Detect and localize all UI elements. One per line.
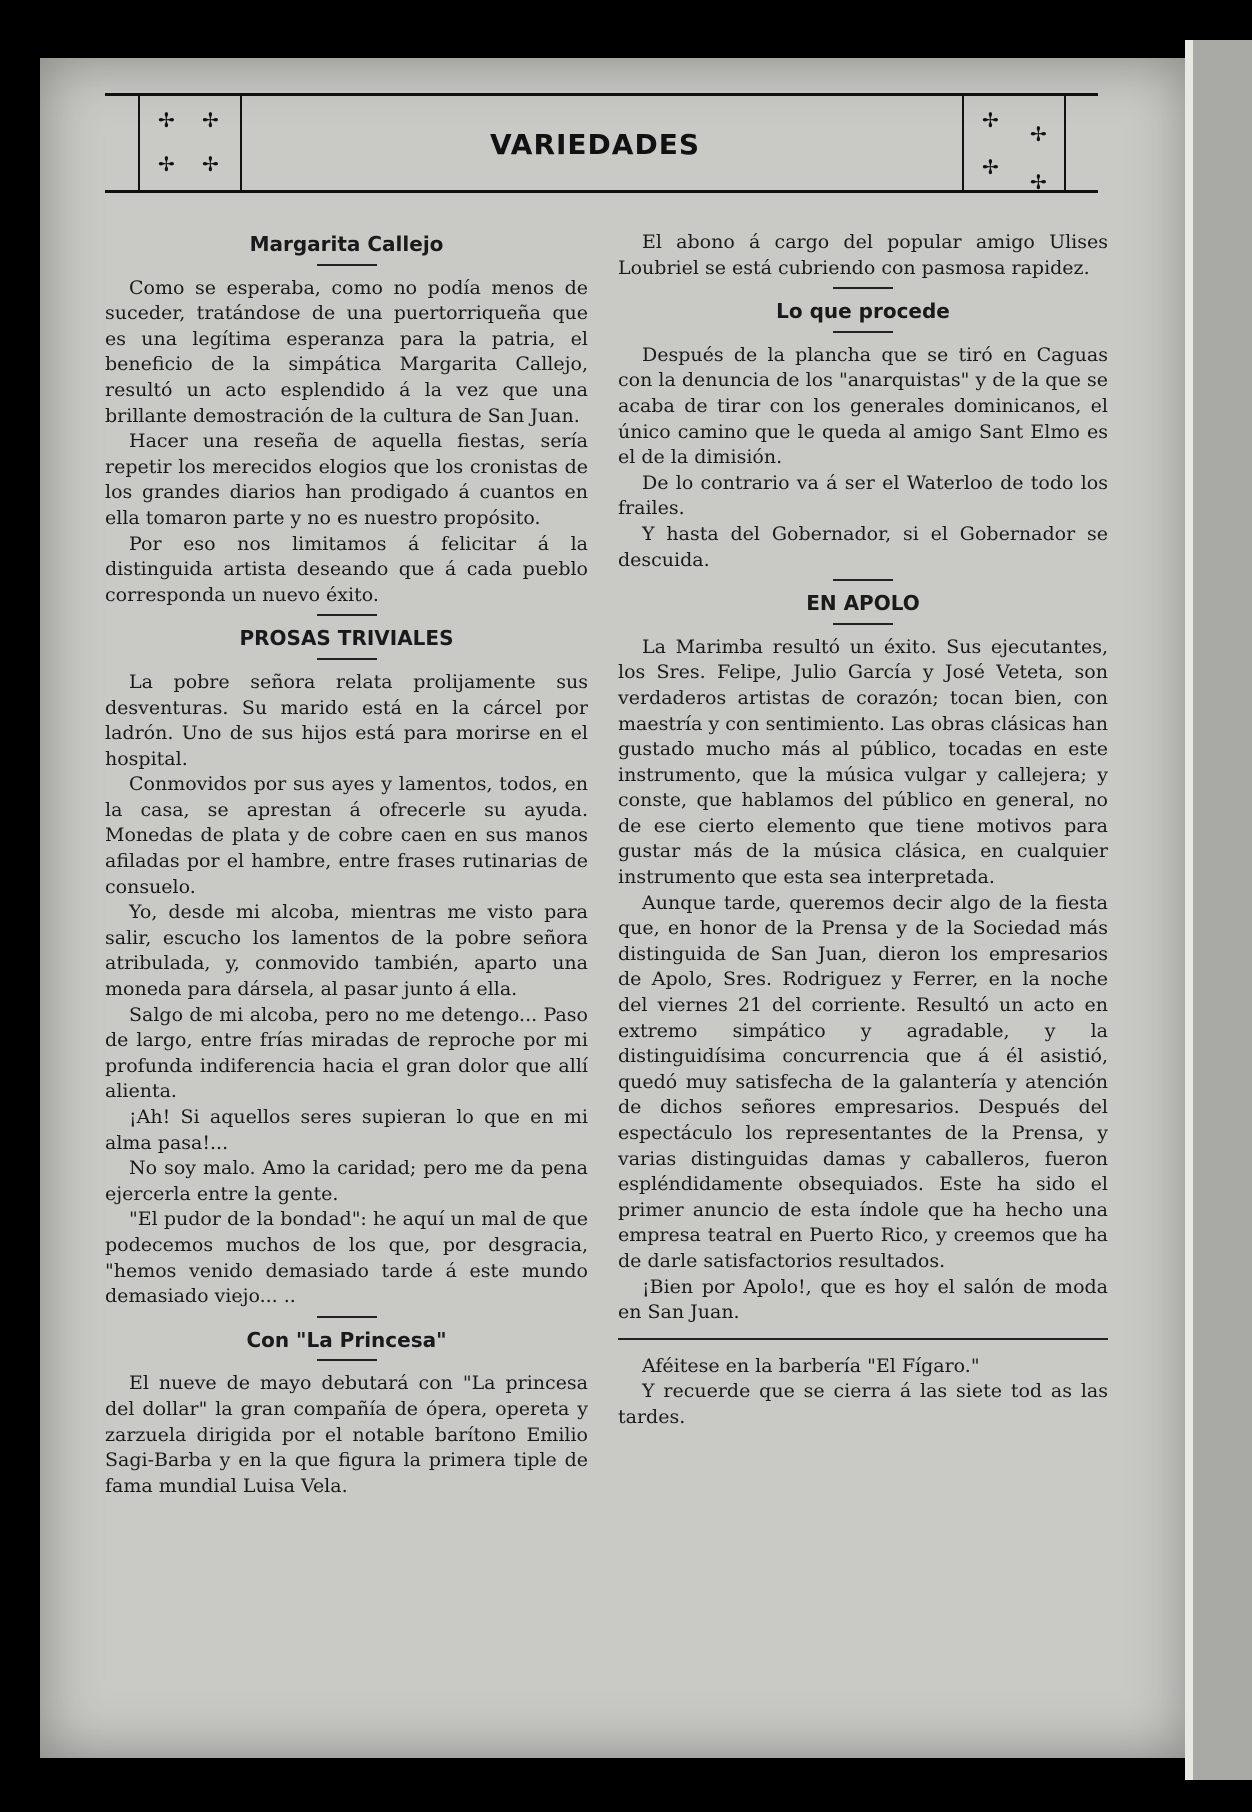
article-paragraph: ¡Bien por Apolo!, que es hoy el salón de moda en San Juan.	[618, 1275, 1108, 1324]
article-paragraph: ¡Ah! Si aquellos seres supieran lo que en mi alma pasa!...	[105, 1106, 588, 1154]
article-paragraph: Hacer una reseña de aquella fiestas, sería repetir los merecidos elogios que los cronistas de los grandes diarios han prodigado á cuantos en ella tomaron parte y no es nuestro propósito.	[105, 430, 588, 529]
header-left-ornament	[138, 96, 242, 190]
star-icon: ✢	[202, 108, 219, 132]
article-paragraph: La pobre señora relata prolijamente sus desventuras. Su marido está en la cárcel por ladrón. Uno de sus hijos está para morirse en el hospital.	[105, 670, 588, 770]
article-paragraph: Y hasta del Gobernador, si el Gobernador se descuida.	[618, 522, 1108, 571]
article-paragraph: Conmovidos por sus ayes y lamentos, todos, en la casa, se aprestan á ofrecerle su ayuda. Monedas de plata y de cobre caen en sus manos afiladas por el hambre, entre frases rutinarias de consuelo.	[105, 773, 588, 898]
right-column	[618, 230, 1108, 1431]
divider	[833, 579, 893, 581]
article-paragraph: No soy malo. Amo la caridad; pero me da pena ejercerla entre la gente.	[105, 1157, 588, 1205]
divider	[317, 658, 377, 660]
divider	[317, 1316, 377, 1318]
divider	[833, 331, 893, 333]
header-top-rule	[105, 93, 1098, 96]
star-icon: ✢	[1030, 122, 1047, 146]
star-icon: ✢	[202, 152, 219, 176]
star-icon: ✢	[1030, 170, 1047, 194]
advertisement-line: Aféitese en la barbería "El Fígaro."	[642, 1354, 980, 1377]
advertisement-line: Y recuerde que se cierra á las siete tod as las tardes.	[618, 1380, 1108, 1428]
article-paragraph: Después de la plancha que se tiró en Caguas con la denuncia de los "anarquistas" y de la que se acaba de tirar con los generales dominicanos, el único camino que le queda al amigo Sant Elmo es el de la dimisión.	[618, 343, 1108, 469]
article-paragraph: Como se esperaba, como no podía menos de suceder, tratándose de una puertorriqueña que es una legítima esperanza para la patria, el beneficio de la simpática Margarita Callejo, resultó un acto esplendido á la vez que una brillante demostración de la cultura de San Juan.	[105, 276, 588, 427]
article-paragraph: Salgo de mi alcoba, pero no me detengo... Paso de largo, entre frías miradas de reproche por mi profunda indiferencia hacia el gran dolor que allí alienta.	[105, 1003, 588, 1103]
header-bottom-rule	[105, 190, 1098, 193]
star-icon: ✢	[158, 108, 175, 132]
article-heading: PROSAS TRIVIALES	[239, 626, 454, 651]
article-paragraph: Aunque tarde, queremos decir algo de la fiesta que, en honor de la Prensa y de la Sociedad más distinguida de San Juan, dieron los empresarios de Apolo, Sres. Rodriguez y Ferrer, en la noche del viernes 21 del corriente. Resultó un acto en extremo simpático y agradable, y la distinguidísima concurrencia que á él asistió, quedó muy satisfecha de la galantería y atención de dichos señores empresarios. Después del espectáculo los representantes de la Prensa, y varias distinguidas damas y caballeros, fueron espléndidamente obsequiados. Este ha sido el primer anuncio de esta índole que ha hecho una empresa teatral en Puerto Rico, y creemos que ha de darle satisfactorios resultados.	[618, 891, 1108, 1272]
article-heading: EN APOLO	[806, 591, 920, 616]
advertisement-rule	[618, 1338, 1108, 1340]
article-heading: Lo que procede	[776, 299, 950, 324]
article-paragraph: "El pudor de la bondad": he aquí un mal de que podecemos muchos de los que, por desgracia, "hemos venido demasiado tarde á este mundo demasiado viejo... ..	[105, 1208, 588, 1308]
divider	[317, 614, 377, 616]
article-paragraph: La Marimba resultó un éxito. Sus ejecutantes, los Sres. Felipe, Julio García y José Veteta, son verdaderos artistas de corazón; tocan bien, con maestría y con sentimiento. Las obras clásicas han gustado mucho más al público, tocadas en este instrumento, que la música vulgar y callejera; y conste, que hablamos del público en general, no de ese cierto elemento que tiene motivos para gustar más de la música clásica, en cualquier instrumento que esta sea interpretada.	[618, 635, 1108, 889]
star-icon: ✢	[982, 108, 999, 132]
divider	[833, 287, 893, 289]
divider	[317, 264, 377, 266]
left-column	[105, 222, 588, 1499]
divider	[317, 1359, 377, 1361]
star-icon: ✢	[158, 152, 175, 176]
article-paragraph: Por eso nos limitamos á felicitar á la distinguida artista deseando que á cada pueblo corresponda un nuevo éxito.	[105, 532, 588, 606]
header-right-ornament	[962, 96, 1066, 190]
article-paragraph: El abono á cargo del popular amigo Ulises Loubriel se está cubriendo con pasmosa rapidez.	[618, 231, 1108, 279]
page-fold	[1185, 40, 1193, 1780]
article-paragraph: De lo contrario va á ser el Waterloo de todo los frailes.	[618, 471, 1108, 520]
article-paragraph: Yo, desde mi alcoba, mientras me visto para salir, escucho los lamentos de la pobre señora atribulada, y, conmovido también, aparto una moneda para dársela, al pasar junto á ella.	[105, 901, 588, 1001]
section-title: VARIEDADES	[490, 128, 700, 161]
article-paragraph: El nueve de mayo debutará con "La princesa del dollar" la gran compañía de ópera, opereta y zarzuela dirigida por el notable barítono Emilio Sagi-Barba y en la que figura la primera tiple de fama mundial Luisa Vela.	[105, 1372, 588, 1497]
divider	[833, 623, 893, 625]
adjacent-page-edge	[1193, 40, 1252, 1780]
article-heading: Margarita Callejo	[249, 232, 444, 256]
star-icon: ✢	[982, 155, 999, 179]
article-heading: Con "La Princesa"	[246, 1327, 447, 1352]
